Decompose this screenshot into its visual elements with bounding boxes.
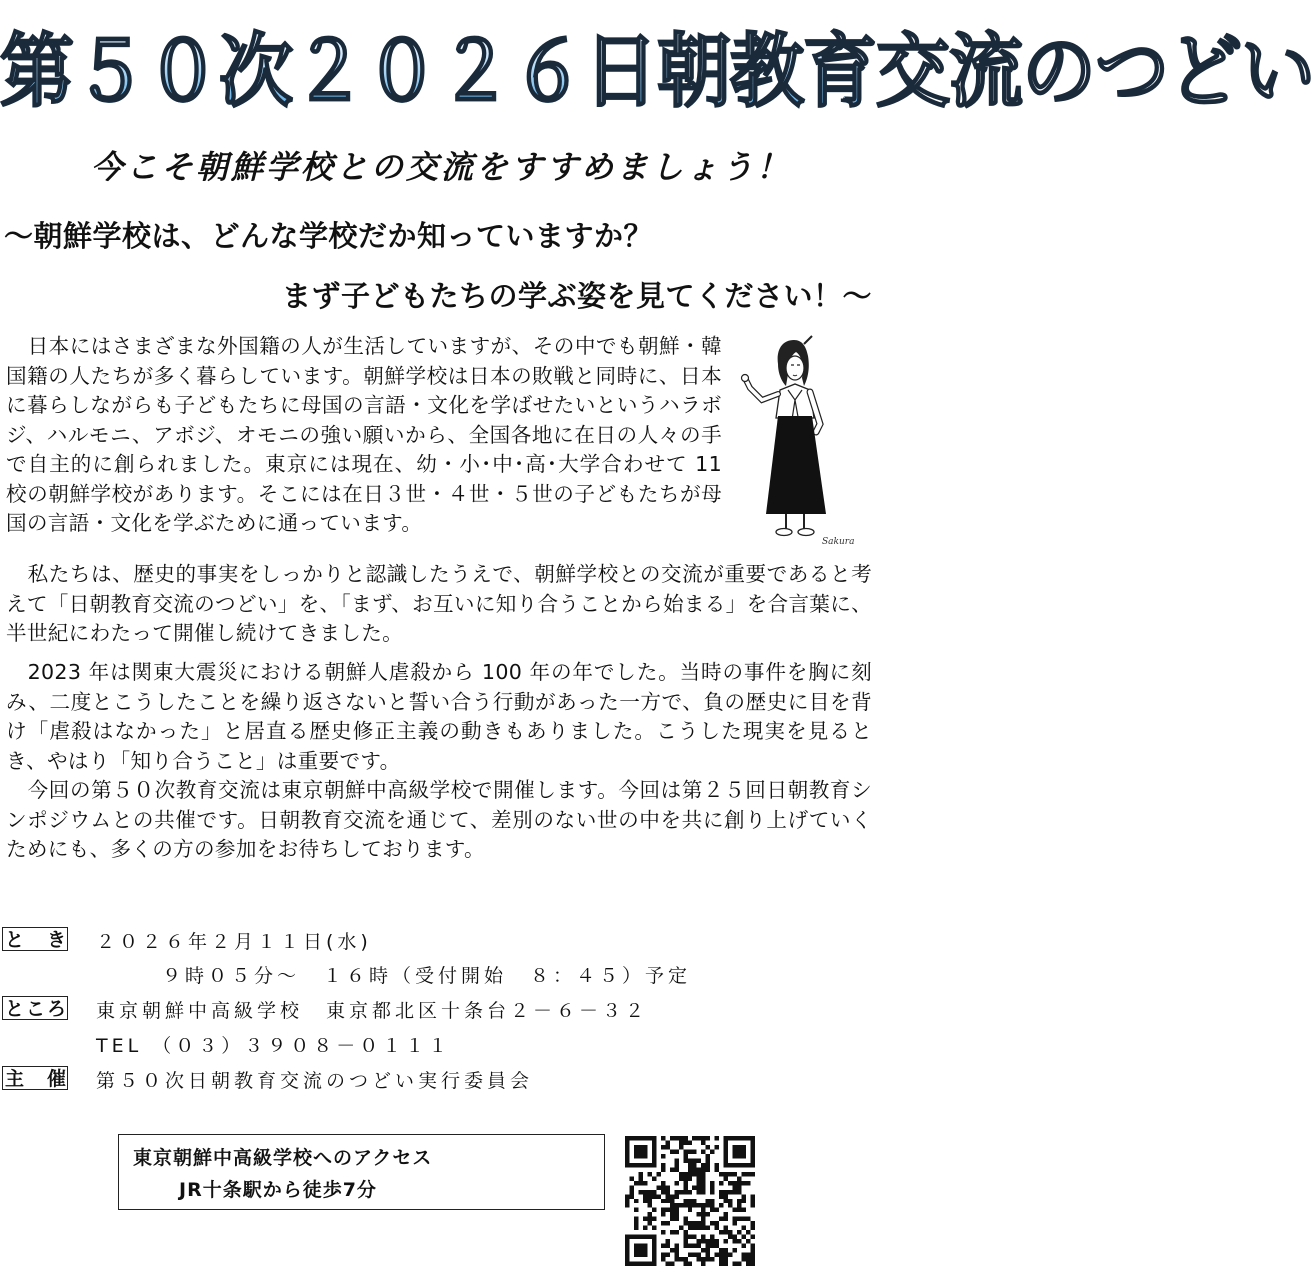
event-tel: TEL （０３）３９０８－０１１１ — [96, 1035, 452, 1057]
body-paragraph-2: 私たちは、歴史的事実をしっかりと認識したうえで、朝鮮学校との交流が重要であると考えて「日朝教育交流のつどい」を、「まず、お互いに知り合うことから始まる」を合言葉に、半世紀にわたって開催し続けてきました。 — [6, 562, 872, 645]
event-organizer: 第５０次日朝教育交流のつどい実行委員会 — [96, 1070, 534, 1092]
date-label: と き — [2, 927, 68, 951]
event-place: 東京朝鮮中高級学校 東京都北区十条台２－６－３２ — [96, 1000, 649, 1022]
access-box — [118, 1134, 605, 1210]
access-detail: JR十条駅から徒歩7分 — [179, 1179, 377, 1201]
subtitle-line-1: ～朝鮮学校は、どんな学校だか知っていますか？ — [4, 219, 654, 253]
organizer-label: 主 催 — [2, 1066, 68, 1090]
body-paragraph-3: 2023 年は関東大震災における朝鮮人虐殺から 100 年の年でした。当時の事件を胸に刻み、二度とこうしたことを繰り返さないと誓い合う行動があった一方で、負の歴史に目を背け「虐殺はなかった」と居直る歴史修正主義の動きもありました。こうした現実を見るとき、やはり「知り合うこと」は重要です。 — [6, 660, 872, 773]
body-paragraph-4: 今回の第５０次教育交流は東京朝鮮中高級学校で開催します。今回は第２５回日朝教育シンポジウムとの共催です。日朝教育交流を通じて、差別のない世の中を共に創り上げていくためにも、多くの方の参加をお待ちしております。 — [6, 778, 872, 861]
slogan: 今こそ朝鮮学校との交流をすすめましょう！ — [90, 148, 792, 186]
place-label: ところ — [2, 996, 68, 1020]
page-title: 第５０次２０２６日朝教育交流のつどい — [0, 18, 882, 126]
qr-code-icon[interactable] — [625, 1136, 755, 1266]
event-date: ２０２６年２月１１日(水) — [96, 931, 372, 953]
access-title: 東京朝鮮中高級学校へのアクセス — [133, 1147, 433, 1169]
subtitle-line-2: まず子どもたちの学ぶ姿を見てください！～ — [281, 279, 872, 313]
intro-paragraph: 日本にはさまざまな外国籍の人が生活していますが、その中でも朝鮮・韓国籍の人たちが多く暮らしています。朝鮮学校は日本の敗戦と同時に、日本に暮らしながらも子どもたちに母国の言語・文化を学ばせたいというハラボジ、ハルモニ、アボジ、オモニの強い願いから、全国各地に在日の人々の手で自主的に創られました。東京には現在、幼・小･中･高･大学合わせて 11 校の朝鮮学校があります。そこには在日３世・４世・５世の子どもたちが母国の言語・文化を学ぶために通っています。 — [6, 334, 722, 535]
event-time: ９時０５分～ １６時（受付開始 ８：４５）予定 — [162, 965, 692, 987]
woman-in-hanbok-illustration — [738, 334, 855, 550]
illustration-signature: Sakura — [822, 537, 855, 547]
